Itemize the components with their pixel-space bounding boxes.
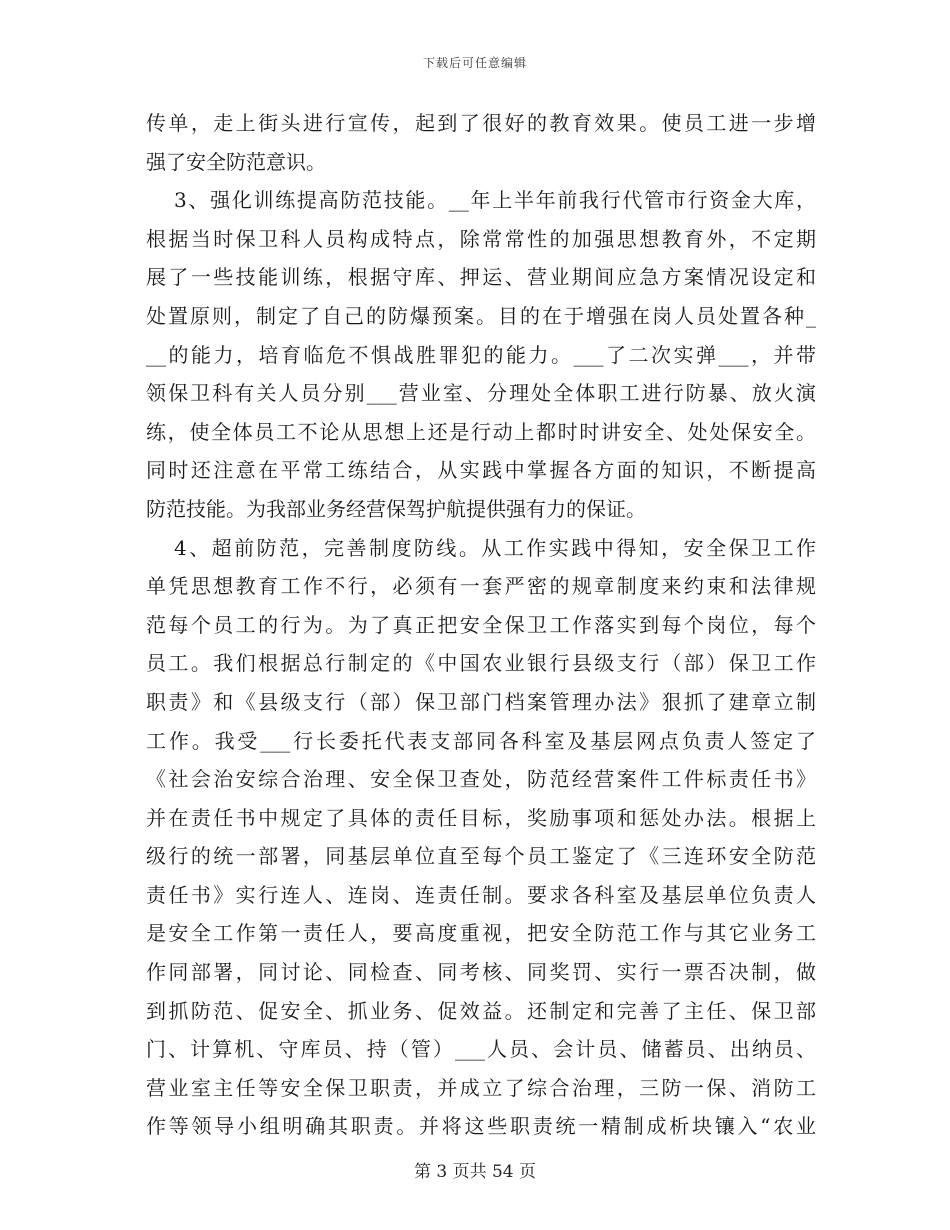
text-line: 级行的统一部署，同基层单位直至每个员工鉴定了《三连环安全防范 (146, 844, 816, 869)
text-line: 营业室主任等安全保卫职责，并成立了综合治理，三防一保、消防工 (146, 1075, 816, 1100)
text-line: 领保卫科有关人员分别___营业室、分理处全体职工进行防暴、放火演 (146, 381, 816, 406)
text-line: 传单，走上街头进行宣传，起到了很好的教育效果。使员工进一步增 (146, 111, 816, 135)
text-line: 是安全工作第一责任人，要高度重视，把安全防范工作与其它业务工 (146, 921, 816, 946)
text-line: 作等领导小组明确其职责。并将这些职责统一精制成析块镶入“农业 (146, 1114, 816, 1139)
text-line: 练，使全体员工不论从思想上还是行动上都时时讲安全、处处保安全。 (146, 419, 816, 444)
text-line: 根据当时保卫科人员构成特点，除常常性的加强思想教育外，不定期 (146, 226, 816, 251)
document-body (146, 104, 816, 1146)
text-line: 《社会治安综合治理、安全保卫查处，防范经营案件工件标责任书》 (146, 767, 816, 792)
text-line: 职责》和《县级支行（部）保卫部门档案管理办法》狠抓了建章立制 (146, 689, 816, 714)
text-line: 同时还注意在平常工练结合，从实践中掌握各方面的知识，不断提高 (146, 458, 816, 483)
text-line: 作同部署，同讨论、同检查、同考核、同奖罚、实行一票否决制，做 (146, 960, 816, 985)
text-line: 强了安全防范意识。 (146, 149, 326, 174)
page-footer: 第 3 页共 54 页 (413, 1162, 537, 1182)
text-line: 范每个员工的行为。为了真正把安全保卫工作落实到每个岗位，每个 (146, 612, 816, 637)
text-line: 防范技能。为我部业务经营保驾护航提供强有力的保证。 (146, 496, 646, 521)
page-header: 下载后可任意编辑 (422, 56, 527, 70)
text-line: 处置原则，制定了自己的防爆预案。目的在于增强在岗人员处置各种_ (146, 303, 816, 328)
text-line: 展了一些技能训练，根据守库、押运、营业期间应急方案情况设定和 (146, 265, 816, 290)
text-line: 4、超前防范，完善制度防线。从工作实践中得知，安全保卫工作 (174, 535, 816, 560)
text-line: 工作。我受___行长委托代表支部同各科室及基层网点负责人签定了 (146, 728, 816, 753)
text-line: 责任书》实行连人、连岗、连责任制。要求各科室及基层单位负责人 (146, 882, 816, 907)
text-line: 3、强化训练提高防范技能。__年上半年前我行代管市行资金大库， (174, 188, 816, 213)
text-line: 门、计算机、守库员、持（管）___人员、会计员、储蓄员、出纳员、 (146, 1037, 816, 1062)
text-line: 并在责任书中规定了具体的责任目标，奖励事项和惩处办法。根据上 (146, 805, 816, 830)
text-line: __的能力，培育临危不惧战胜罪犯的能力。___了二次实弹___，并带 (146, 342, 816, 367)
text-line: 到抓防范、促安全、抓业务、促效益。还制定和完善了主任、保卫部 (146, 998, 816, 1023)
text-line: 单凭思想教育工作不行，必须有一套严密的规章制度来约束和法律规 (146, 574, 816, 599)
text-line: 员工。我们根据总行制定的《中国农业银行县级支行（部）保卫工作 (146, 651, 816, 676)
